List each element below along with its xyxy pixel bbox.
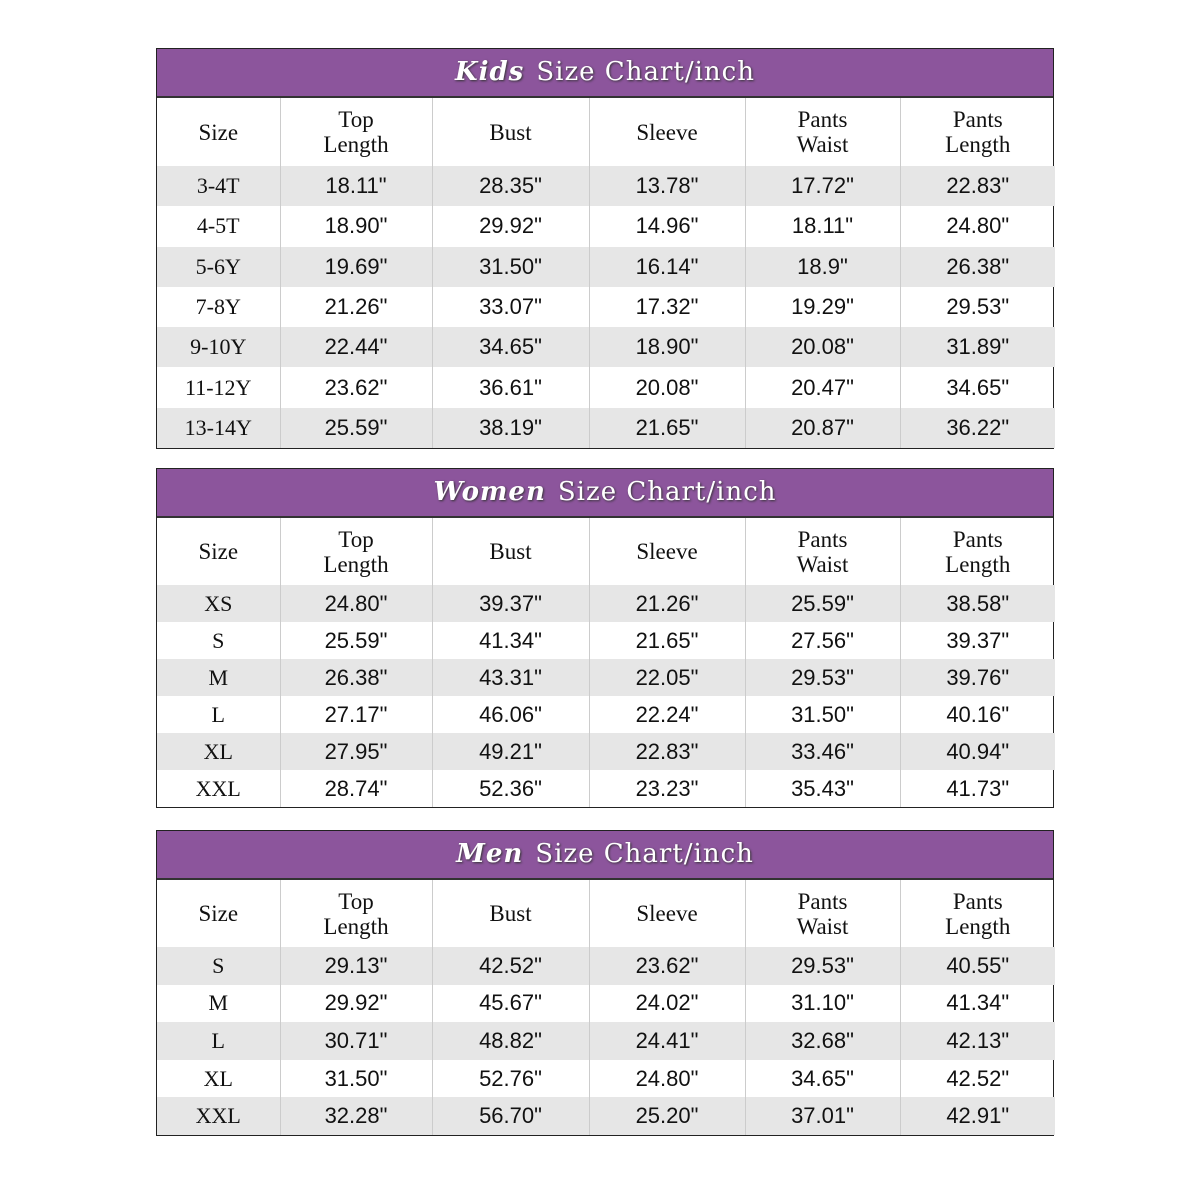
- measurement-cell: 30.71": [280, 1022, 432, 1060]
- measurement-cell: 49.21": [432, 733, 589, 770]
- chart-kind: Men: [456, 839, 524, 869]
- chart-title: [157, 831, 1053, 880]
- column-header: Size: [198, 901, 239, 926]
- measurement-cell: 21.65": [589, 408, 745, 448]
- size-cell: XXL: [195, 775, 241, 801]
- measurement-cell: 13.78": [589, 166, 745, 206]
- measurement-cell: 28.35": [432, 166, 589, 206]
- measurement-cell: 38.58": [900, 585, 1055, 622]
- column-header: Sleeve: [589, 518, 745, 585]
- measurement-cell: 22.83": [589, 733, 745, 770]
- measurement-cell: 48.82": [432, 1022, 589, 1060]
- measurement-cell: 20.08": [745, 327, 900, 367]
- measurement-cell: 14.96": [589, 206, 745, 246]
- column-header: Size: [198, 539, 239, 564]
- measurement-cell: 18.90": [589, 327, 745, 367]
- measurement-cell: 31.50": [280, 1060, 432, 1098]
- measurement-cell: 22.24": [589, 696, 745, 733]
- measurement-cell: 31.50": [745, 696, 900, 733]
- table-row: [157, 947, 1055, 985]
- size-cell: M: [157, 659, 280, 696]
- measurement-cell: 34.65": [900, 367, 1055, 407]
- measurement-cell: 46.06": [432, 696, 589, 733]
- size-cell: 13-14Y: [157, 408, 280, 448]
- measurement-cell: 34.65": [745, 1060, 900, 1098]
- measurement-cell: 20.47": [745, 367, 900, 407]
- measurement-cell: 26.38": [280, 659, 432, 696]
- measurement-cell: 27.95": [280, 733, 432, 770]
- measurement-cell: 36.61": [432, 367, 589, 407]
- size-cell: S: [157, 947, 280, 985]
- column-header: Pants Length: [900, 518, 1055, 585]
- measurement-cell: 24.41": [589, 1022, 745, 1060]
- size-table: [157, 98, 1055, 448]
- measurement-cell: 33.46": [745, 733, 900, 770]
- table-row: [157, 1060, 1055, 1098]
- measurement-cell: 18.90": [280, 206, 432, 246]
- measurement-cell: 39.76": [900, 659, 1055, 696]
- column-header: Size: [198, 119, 239, 145]
- measurement-cell: 40.16": [900, 696, 1055, 733]
- measurement-cell: 29.53": [900, 287, 1055, 327]
- measurement-cell: 42.13": [900, 1022, 1055, 1060]
- column-header: Sleeve: [589, 880, 745, 947]
- table-row: [157, 166, 1055, 206]
- size-cell: S: [212, 627, 225, 653]
- measurement-cell: 18.9": [745, 247, 900, 287]
- measurement-cell: 23.62": [280, 367, 432, 407]
- measurement-cell: 25.20": [589, 1097, 745, 1135]
- measurement-cell: 52.76": [432, 1060, 589, 1098]
- table-row: [157, 770, 1055, 807]
- measurement-cell: 32.68": [745, 1022, 900, 1060]
- size-table: [157, 518, 1055, 807]
- measurement-cell: 22.44": [280, 327, 432, 367]
- measurement-cell: 21.65": [589, 622, 745, 659]
- chart-title-suffix: Size Chart/inch: [557, 477, 777, 507]
- measurement-cell: 42.52": [900, 1060, 1055, 1098]
- table-row: [157, 985, 1055, 1023]
- column-header: Bust: [432, 518, 589, 585]
- measurement-cell: 27.56": [745, 622, 900, 659]
- women-size-chart: [156, 468, 1054, 808]
- chart-title: [157, 469, 1053, 518]
- size-table: [157, 880, 1055, 1135]
- measurement-cell: 24.02": [589, 985, 745, 1023]
- measurement-cell: 21.26": [280, 287, 432, 327]
- size-cell: XL: [203, 1065, 233, 1091]
- table-row: [157, 247, 1055, 287]
- measurement-cell: 28.74": [280, 770, 432, 807]
- column-header: Pants Waist: [745, 518, 900, 585]
- measurement-cell: 41.73": [900, 770, 1055, 807]
- table-header-row: [157, 518, 1055, 585]
- measurement-cell: 45.67": [432, 985, 589, 1023]
- table-row: [157, 327, 1055, 367]
- size-cell: M: [208, 990, 229, 1016]
- measurement-cell: 18.11": [745, 206, 900, 246]
- table-row: [157, 622, 1055, 659]
- table-row: [157, 408, 1055, 448]
- measurement-cell: 38.19": [432, 408, 589, 448]
- measurement-cell: 33.07": [432, 287, 589, 327]
- measurement-cell: 27.17": [280, 696, 432, 733]
- table-row: [157, 585, 1055, 622]
- men-size-chart: [156, 830, 1054, 1136]
- measurement-cell: 56.70": [432, 1097, 589, 1135]
- measurement-cell: 31.10": [745, 985, 900, 1023]
- measurement-cell: 24.80": [900, 206, 1055, 246]
- table-header-row: [157, 98, 1055, 166]
- column-header: Bust: [432, 880, 589, 947]
- measurement-cell: 18.11": [280, 166, 432, 206]
- measurement-cell: 17.72": [745, 166, 900, 206]
- measurement-cell: 42.91": [900, 1097, 1055, 1135]
- size-cell: 5-6Y: [157, 247, 280, 287]
- table-row: [157, 733, 1055, 770]
- chart-title-suffix: Size Chart/inch: [535, 839, 754, 869]
- table-row: [157, 206, 1055, 246]
- column-header: Bust: [432, 98, 589, 166]
- column-header: Top Length: [280, 880, 432, 947]
- measurement-cell: 20.87": [745, 408, 900, 448]
- measurement-cell: 31.89": [900, 327, 1055, 367]
- column-header: Pants Length: [900, 98, 1055, 166]
- measurement-cell: 23.23": [589, 770, 745, 807]
- measurement-cell: 43.31": [432, 659, 589, 696]
- column-header: Pants Length: [900, 880, 1055, 947]
- measurement-cell: 42.52": [432, 947, 589, 985]
- chart-title-suffix: Size Chart/inch: [536, 57, 755, 87]
- table-row: [157, 1022, 1055, 1060]
- measurement-cell: 39.37": [900, 622, 1055, 659]
- size-cell: XS: [157, 585, 280, 622]
- chart-title: [157, 49, 1053, 98]
- chart-kind: Kids: [455, 57, 525, 87]
- table-row: [157, 287, 1055, 327]
- measurement-cell: 21.26": [589, 585, 745, 622]
- measurement-cell: 29.92": [280, 985, 432, 1023]
- measurement-cell: 22.83": [900, 166, 1055, 206]
- measurement-cell: 23.62": [589, 947, 745, 985]
- measurement-cell: 29.92": [432, 206, 589, 246]
- column-header: Top Length: [280, 518, 432, 585]
- table-header-row: [157, 880, 1055, 947]
- size-cell: L: [157, 1022, 280, 1060]
- measurement-cell: 22.05": [589, 659, 745, 696]
- measurement-cell: 29.53": [745, 659, 900, 696]
- table-row: [157, 1097, 1055, 1135]
- measurement-cell: 19.29": [745, 287, 900, 327]
- measurement-cell: 25.59": [280, 622, 432, 659]
- measurement-cell: 25.59": [280, 408, 432, 448]
- measurement-cell: 40.94": [900, 733, 1055, 770]
- size-cell: XL: [157, 733, 280, 770]
- measurement-cell: 36.22": [900, 408, 1055, 448]
- size-cell: L: [211, 701, 225, 727]
- measurement-cell: 37.01": [745, 1097, 900, 1135]
- measurement-cell: 24.80": [589, 1060, 745, 1098]
- size-cell: 7-8Y: [195, 294, 241, 320]
- column-header: Pants Waist: [745, 98, 900, 166]
- measurement-cell: 32.28": [280, 1097, 432, 1135]
- size-cell: 4-5T: [196, 213, 240, 239]
- size-cell: 3-4T: [157, 166, 280, 206]
- measurement-cell: 40.55": [900, 947, 1055, 985]
- measurement-cell: 52.36": [432, 770, 589, 807]
- measurement-cell: 35.43": [745, 770, 900, 807]
- measurement-cell: 29.53": [745, 947, 900, 985]
- column-header: Sleeve: [589, 98, 745, 166]
- measurement-cell: 24.80": [280, 585, 432, 622]
- column-header: Pants Waist: [745, 880, 900, 947]
- measurement-cell: 26.38": [900, 247, 1055, 287]
- measurement-cell: 16.14": [589, 247, 745, 287]
- measurement-cell: 39.37": [432, 585, 589, 622]
- size-cell: 9-10Y: [157, 327, 280, 367]
- measurement-cell: 17.32": [589, 287, 745, 327]
- measurement-cell: 29.13": [280, 947, 432, 985]
- measurement-cell: 19.69": [280, 247, 432, 287]
- table-row: [157, 367, 1055, 407]
- measurement-cell: 34.65": [432, 327, 589, 367]
- measurement-cell: 41.34": [432, 622, 589, 659]
- measurement-cell: 41.34": [900, 985, 1055, 1023]
- kids-size-chart: [156, 48, 1054, 449]
- table-row: [157, 696, 1055, 733]
- size-cell: 11-12Y: [185, 374, 252, 400]
- measurement-cell: 20.08": [589, 367, 745, 407]
- size-cell: XXL: [157, 1097, 280, 1135]
- column-header: Top Length: [280, 98, 432, 166]
- measurement-cell: 25.59": [745, 585, 900, 622]
- measurement-cell: 31.50": [432, 247, 589, 287]
- chart-kind: Women: [433, 477, 546, 507]
- table-row: [157, 659, 1055, 696]
